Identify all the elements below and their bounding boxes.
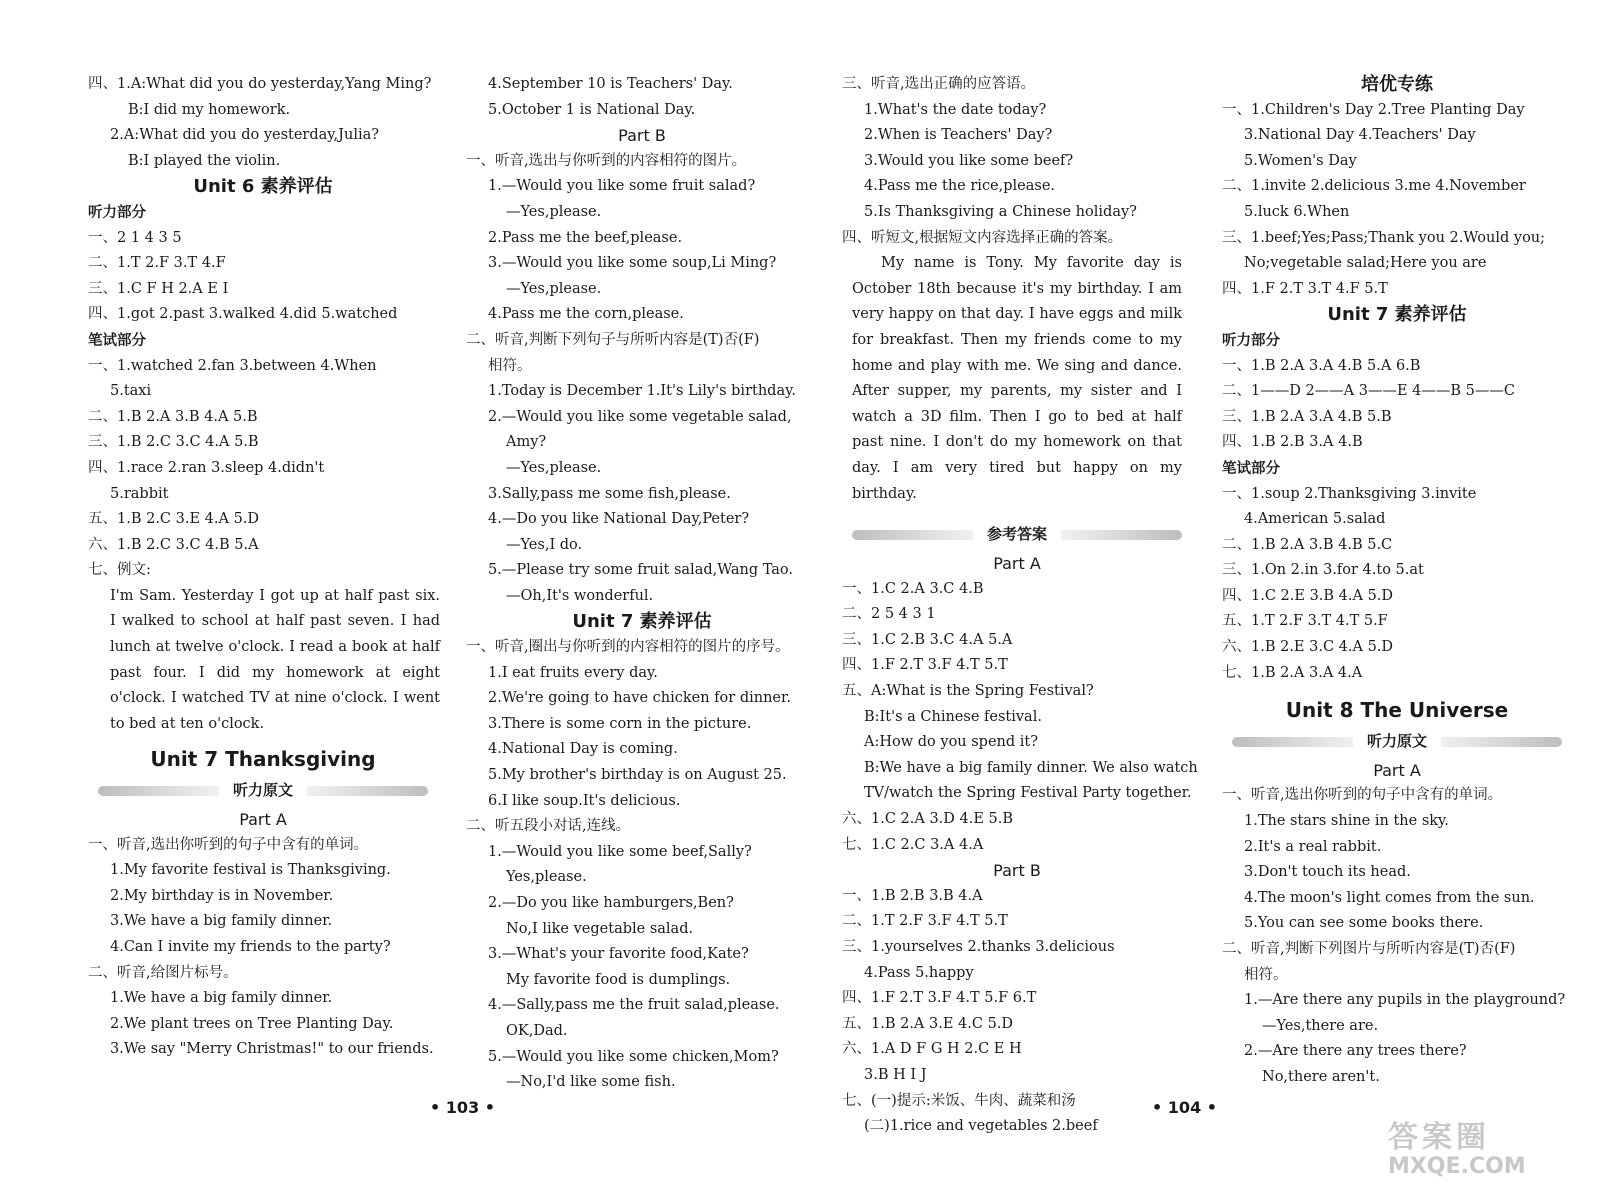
text-line: 相符。 bbox=[488, 357, 532, 374]
text-line: 3.Would you like some beef? bbox=[864, 152, 1074, 169]
text-line: 一、听音,选出你听到的句子中含有的单词。 bbox=[88, 836, 369, 853]
text-line: 一、1.B 2.B 3.B 4.A bbox=[842, 887, 983, 904]
text-line: 2.A:What did you do yesterday,Julia? bbox=[110, 127, 380, 144]
text-line: 二、1.invite 2.delicious 3.me 4.November bbox=[1222, 178, 1526, 195]
text-line: 4.American 5.salad bbox=[1244, 511, 1386, 528]
text-line: TV/watch the Spring Festival Party together. bbox=[864, 785, 1192, 802]
text-line: Unit 6 素养评估 bbox=[193, 176, 333, 198]
text-line: 四、1.F 2.T 3.F 4.T 5.F 6.T bbox=[842, 990, 1037, 1007]
text-line: 四、1.F 2.T 3.F 4.T 5.T bbox=[842, 657, 1008, 674]
text-line: OK,Dad. bbox=[506, 1022, 568, 1039]
text-line: 一、1.watched 2.fan 3.between 4.When bbox=[88, 357, 377, 374]
text-line: 二、1.T 2.F 3.F 4.T 5.T bbox=[842, 913, 1008, 930]
text-line: 2.—Would you like some vegetable salad, bbox=[488, 408, 792, 425]
text-line: 一、1.soup 2.Thanksgiving 3.invite bbox=[1222, 485, 1477, 502]
essay-paragraph: I'm Sam. Yesterday I got up at half past six. I walked to school at half past seven. I had lunch at twelve o'clock. I read a book at half past four. I did my homework at eight o'clock. I watched TV at nine o'clock. I went to bed at ten o'clock. bbox=[110, 587, 440, 732]
text-line: B:It's a Chinese festival. bbox=[864, 708, 1042, 725]
text-line: —No,I'd like some fish. bbox=[506, 1074, 676, 1091]
text-line: 5.taxi bbox=[110, 383, 152, 400]
text-line: 3.Sally,pass me some fish,please. bbox=[488, 485, 731, 502]
text-line: 四、听短文,根据短文内容选择正确的答案。 bbox=[842, 229, 1123, 246]
text-line: 4.Pass me the rice,please. bbox=[864, 178, 1056, 195]
unit-7-title: Unit 7 Thanksgiving bbox=[150, 747, 376, 772]
page-number-right: • 104 • bbox=[1152, 1098, 1217, 1117]
text-line: 2.—Do you like hamburgers,Ben? bbox=[488, 895, 734, 911]
text-line: —Yes,please. bbox=[506, 459, 602, 476]
text-line: 四、1.C 2.E 3.B 4.A 5.D bbox=[1222, 587, 1394, 604]
text-line: 三、1.yourselves 2.thanks 3.delicious bbox=[842, 939, 1115, 955]
text-line: 六、1.B 2.C 3.C 4.B 5.A bbox=[88, 536, 259, 553]
text-line: No,I like vegetable salad. bbox=[506, 920, 694, 937]
text-line: —Oh,It's wonderful. bbox=[506, 587, 654, 604]
text-line: 5.—Please try some fruit salad,Wang Tao. bbox=[488, 562, 794, 579]
part-a-heading: Part A bbox=[239, 810, 287, 830]
text-line: Amy? bbox=[506, 434, 547, 451]
text-line: —Yes,there are. bbox=[1262, 1017, 1379, 1034]
listening-banner bbox=[1222, 728, 1572, 756]
text-line: 2.We're going to have chicken for dinner. bbox=[488, 690, 791, 707]
text-line: 一、2 1 4 3 5 bbox=[88, 229, 182, 246]
text-line: 笔试部分 bbox=[88, 331, 146, 349]
column-4-top-lines bbox=[1222, 72, 1572, 686]
text-line: 1.What's the date today? bbox=[864, 101, 1047, 118]
text-line: 2.Pass me the beef,please. bbox=[488, 229, 683, 246]
text-line: 二、1.B 2.A 3.B 4.B 5.C bbox=[1222, 536, 1393, 553]
text-line: 2.When is Teachers' Day? bbox=[864, 127, 1053, 144]
text-line: 6.I like soup.It's delicious. bbox=[488, 792, 681, 809]
text-line: 1.—Are there any pupils in the playground? bbox=[1244, 992, 1566, 1009]
column-3-top-lines bbox=[842, 72, 1192, 251]
text-line: 听力部分 bbox=[88, 203, 146, 221]
text-line: 笔试部分 bbox=[1222, 459, 1280, 477]
text-line: 七、例文: bbox=[88, 562, 151, 579]
text-line: 1.—Would you like some beef,Sally? bbox=[488, 843, 752, 860]
text-line: 一、听音,选出你听到的句子中含有的单词。 bbox=[1222, 787, 1503, 804]
answers-banner bbox=[842, 521, 1192, 549]
column-4 bbox=[1222, 72, 1572, 1091]
text-line: 5.—Would you like some chicken,Mom? bbox=[488, 1048, 779, 1065]
text-line: 二、1——D 2——A 3——E 4——B 5——C bbox=[1222, 383, 1515, 400]
text-line: Unit 7 素养评估 bbox=[572, 611, 712, 633]
watermark-en: MXQE.COM bbox=[1388, 1154, 1526, 1179]
text-line: No,there aren't. bbox=[1262, 1068, 1380, 1085]
column-4-after-lines bbox=[1222, 783, 1572, 1090]
text-line: 四、1.B 2.B 3.A 4.B bbox=[1222, 434, 1363, 451]
text-line: 三、1.C F H 2.A E I bbox=[88, 280, 229, 297]
text-line: 4.Pass me the corn,please. bbox=[488, 306, 684, 323]
text-line: 二、听五段小对话,连线。 bbox=[466, 818, 631, 835]
text-line: 5.luck 6.When bbox=[1244, 203, 1350, 220]
text-line: 4.The moon's light comes from the sun. bbox=[1244, 889, 1535, 906]
text-line: 3.We say "Merry Christmas!" to our friends. bbox=[110, 1041, 434, 1058]
text-line: 一、听音,选出与你听到的内容相符的图片。 bbox=[466, 152, 747, 169]
text-line: No;vegetable salad;Here you are bbox=[1244, 255, 1487, 272]
text-line: 1.The stars shine in the sky. bbox=[1244, 813, 1449, 830]
text-line: 三、1.B 2.C 3.C 4.A 5.B bbox=[88, 434, 259, 451]
text-line: 3.B H I J bbox=[864, 1066, 927, 1083]
text-line: 3.Don't touch its head. bbox=[1244, 864, 1411, 881]
short-passage-paragraph: My name is Tony. My favorite day is October 18th because it's my birthday. I am very happy on that day. I have eggs and milk for breakfast. Then my friends come to my home and play with me. We sing and dance. After supper, my parents, my sister and I watch a 3D film. Then I go to bed at half past nine. I don't do my homework on that day. I am very tired but happy on my birthday. bbox=[852, 255, 1182, 502]
text-line: 培优专练 bbox=[1361, 74, 1433, 95]
text-line: 3.National Day 4.Teachers' Day bbox=[1244, 127, 1476, 144]
text-line: 1.Today is December 1.It's Lily's birthday. bbox=[488, 383, 796, 400]
text-line: Unit 7 素养评估 bbox=[1327, 304, 1467, 326]
text-line: 2.We plant trees on Tree Planting Day. bbox=[110, 1015, 394, 1032]
text-line: 3.—What's your favorite food,Kate? bbox=[488, 946, 749, 963]
watermark-cn: 答案圈 bbox=[1388, 1120, 1490, 1155]
text-line: 六、1.B 2.E 3.C 4.A 5.D bbox=[1222, 639, 1394, 656]
column-2-lines bbox=[466, 72, 818, 1096]
text-line: 一、1.Children's Day 2.Tree Planting Day bbox=[1222, 101, 1525, 118]
column-3-answer-lines bbox=[842, 551, 1198, 1140]
text-line: 相符。 bbox=[1244, 966, 1288, 983]
text-line: 3.There is some corn in the picture. bbox=[488, 715, 752, 732]
text-line: Part B bbox=[618, 126, 666, 146]
text-line: 五、1.B 2.C 3.E 4.A 5.D bbox=[88, 511, 260, 528]
text-line: 1.—Would you like some fruit salad? bbox=[488, 178, 756, 195]
text-line: 三、1.B 2.A 3.A 4.B 5.B bbox=[1222, 408, 1392, 425]
column-1-after-lines bbox=[88, 833, 438, 1063]
text-line: 一、1.B 2.A 3.A 4.B 5.A 6.B bbox=[1222, 357, 1421, 374]
text-line: 4.September 10 is Teachers' Day. bbox=[488, 76, 733, 92]
text-line: 二、1.T 2.F 3.T 4.F bbox=[88, 255, 226, 272]
text-line: —Yes,please. bbox=[506, 280, 602, 297]
text-line: 二、听音,判断下列图片与所听内容是(T)否(F) bbox=[1222, 941, 1516, 957]
text-line: 五、A:What is the Spring Festival? bbox=[842, 683, 1094, 700]
text-line: 5.Is Thanksgiving a Chinese holiday? bbox=[864, 203, 1137, 220]
text-line: 一、1.C 2.A 3.C 4.B bbox=[842, 580, 984, 597]
text-line: 2.It's a real rabbit. bbox=[1244, 838, 1382, 855]
text-line: B:I played the violin. bbox=[128, 152, 281, 169]
text-line: 5.rabbit bbox=[110, 485, 169, 502]
text-line: B:We have a big family dinner. We also watch bbox=[864, 759, 1198, 776]
text-line: 七、(一)提示:米饭、牛肉、蔬菜和汤 bbox=[842, 1092, 1076, 1109]
text-line: —Yes,I do. bbox=[506, 536, 583, 553]
listening-banner bbox=[88, 777, 438, 805]
text-line: 5.Women's Day bbox=[1244, 152, 1357, 169]
banner-label: 听力原文 bbox=[219, 778, 307, 804]
text-line: 二、听音,给图片标号。 bbox=[88, 964, 238, 981]
text-line: 三、1.beef;Yes;Pass;Thank you 2.Would you; bbox=[1222, 229, 1546, 246]
text-line: 四、1.race 2.ran 3.sleep 4.didn't bbox=[88, 459, 325, 476]
text-line: 3.We have a big family dinner. bbox=[110, 913, 333, 930]
column-3 bbox=[842, 72, 1198, 1140]
text-line: 4.National Day is coming. bbox=[488, 741, 678, 758]
text-line: 三、1.C 2.B 3.C 4.A 5.A bbox=[842, 631, 1013, 648]
text-line: 4.—Do you like National Day,Peter? bbox=[488, 511, 750, 528]
text-line: 七、1.C 2.C 3.A 4.A bbox=[842, 836, 984, 853]
unit-8-title: Unit 8 The Universe bbox=[1285, 698, 1509, 723]
text-line: 5.October 1 is National Day. bbox=[488, 101, 696, 118]
text-line: (二)1.rice and vegetables 2.beef bbox=[864, 1118, 1098, 1135]
text-line: 二、2 5 4 3 1 bbox=[842, 606, 936, 623]
text-line: Yes,please. bbox=[506, 869, 587, 886]
text-line: —Yes,please. bbox=[506, 203, 602, 220]
text-line: 1.My favorite festival is Thanksgiving. bbox=[110, 862, 391, 879]
text-line: 2.My birthday is in November. bbox=[110, 887, 334, 904]
text-line: 5.You can see some books there. bbox=[1244, 915, 1484, 932]
text-line: 二、听音,判断下列句子与所听内容是(T)否(F) bbox=[466, 331, 760, 348]
text-line: 一、听音,圈出与你听到的内容相符的图片的序号。 bbox=[466, 639, 790, 656]
text-line: 1.I eat fruits every day. bbox=[488, 664, 658, 681]
text-line: Part B bbox=[993, 861, 1041, 881]
text-line: 2.—Are there any trees there? bbox=[1244, 1043, 1467, 1060]
text-line: 4.—Sally,pass me the fruit salad,please. bbox=[488, 997, 780, 1014]
text-line: 5.My brother's birthday is on August 25. bbox=[488, 767, 787, 784]
text-line: 三、听音,选出正确的应答语。 bbox=[842, 76, 1036, 92]
text-line: 五、1.B 2.A 3.E 4.C 5.D bbox=[842, 1015, 1014, 1032]
text-line: My favorite food is dumplings. bbox=[506, 971, 731, 988]
part-a-heading: Part A bbox=[1373, 760, 1421, 780]
text-line: 四、1.got 2.past 3.walked 4.did 5.watched bbox=[88, 306, 398, 323]
text-line: 听力部分 bbox=[1222, 331, 1280, 349]
text-line: 3.—Would you like some soup,Li Ming? bbox=[488, 255, 777, 272]
text-line: 三、1.On 2.in 3.for 4.to 5.at bbox=[1222, 562, 1424, 579]
column-2 bbox=[466, 72, 818, 1096]
page-number-left: • 103 • bbox=[430, 1098, 495, 1117]
column-1 bbox=[88, 72, 438, 1063]
text-line: 六、1.A D F G H 2.C E H bbox=[842, 1041, 1022, 1058]
watermark-logo bbox=[1388, 1112, 1568, 1192]
text-line: 1.We have a big family dinner. bbox=[110, 990, 333, 1007]
banner-label: 参考答案 bbox=[973, 522, 1061, 548]
text-line: 五、1.T 2.F 3.T 4.T 5.F bbox=[1222, 613, 1388, 630]
text-line: 四、1.F 2.T 3.T 4.F 5.T bbox=[1222, 280, 1388, 297]
text-line: 六、1.C 2.A 3.D 4.E 5.B bbox=[842, 811, 1014, 828]
text-line: 4.Can I invite my friends to the party? bbox=[110, 939, 391, 955]
banner-label: 听力原文 bbox=[1353, 729, 1441, 755]
column-1-lines bbox=[88, 72, 438, 584]
text-line: 二、1.B 2.A 3.B 4.A 5.B bbox=[88, 408, 258, 425]
text-line: 四、1.A:What did you do yesterday,Yang Ming? bbox=[88, 76, 432, 92]
text-line: 七、1.B 2.A 3.A 4.A bbox=[1222, 664, 1363, 681]
text-line: Part A bbox=[993, 554, 1041, 574]
text-line: A:How do you spend it? bbox=[864, 734, 1039, 751]
text-line: B:I did my homework. bbox=[128, 101, 291, 118]
text-line: 4.Pass 5.happy bbox=[864, 964, 974, 981]
